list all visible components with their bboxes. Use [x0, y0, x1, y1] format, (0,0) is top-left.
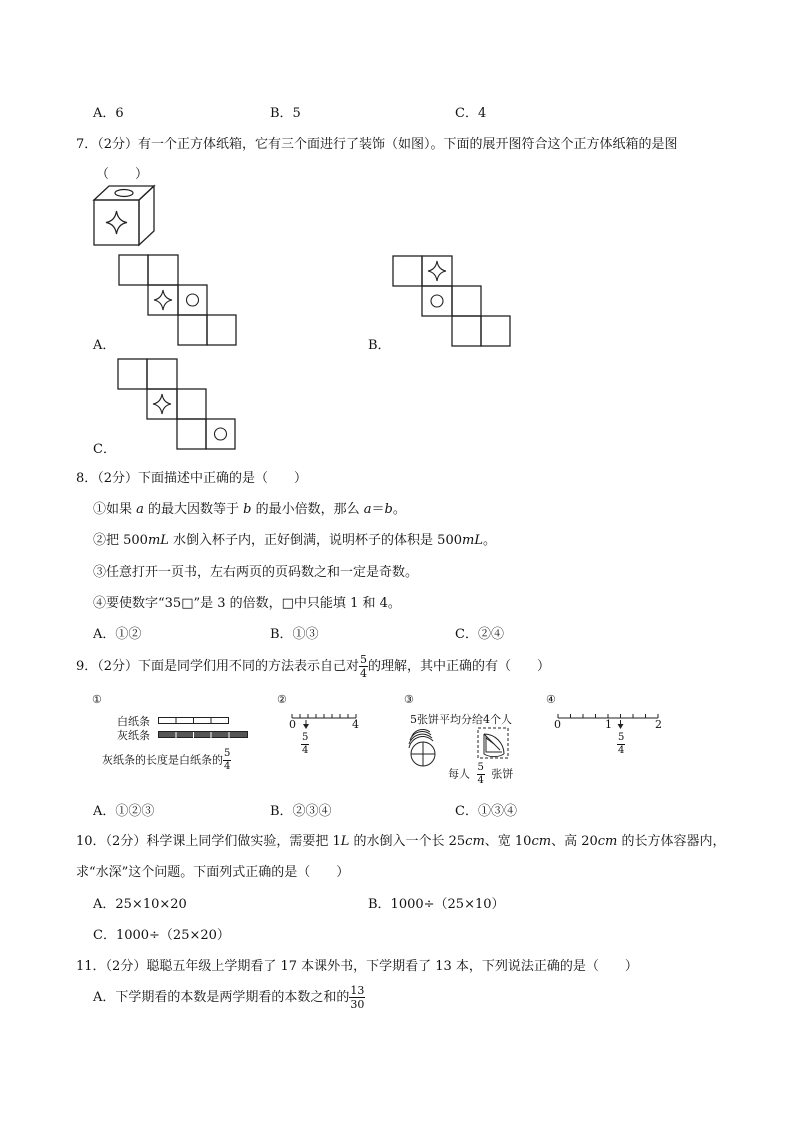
q8-option-b: B．①③ — [270, 627, 319, 642]
q9-stem-fraction: $\frac{5}{4}$ — [360, 653, 368, 680]
q9-fig1-strips — [158, 717, 250, 739]
q9-fig3-label: ③ — [404, 693, 414, 706]
q7-option-c: C． — [93, 442, 116, 457]
q9-fig4-fraction: $\frac{5}{4}$ — [618, 732, 625, 756]
q11-stem: 11．（2分）聪聪五年级上学期看了 17 本课外书，下学期看了 13 本，下列说法正确的是（ ） — [76, 959, 638, 974]
q9-fig4-label: ④ — [546, 693, 556, 706]
q9-option-c: C．①③④ — [455, 804, 517, 819]
q7-net-c — [117, 358, 237, 450]
q9-fig2-tick-4: 4 — [352, 718, 359, 731]
q9-fig2-tick-0: 0 — [289, 718, 296, 731]
q11-option-a: A．下学期看的本数是两学期看的本数之和的 $\frac{13}{30}$ — [93, 984, 365, 1011]
q9-fig4-tick-1: 1 — [605, 718, 612, 731]
q9-option-b: B．②③④ — [270, 804, 332, 819]
q8-stem: 8．（2分）下面描述中正确的是（ ） — [76, 471, 308, 486]
q8-statement-2: ②把 500mL 水倒入杯子内，正好倒满，说明杯子的体积是 500mL。 — [93, 533, 496, 548]
q8-statement-4: ④要使数字“35□”是 3 的倍数，□中只能填 1 和 4。 — [93, 596, 401, 611]
q9-stem: 9．（2分）下面是同学们用不同的方法表示自己对 $\frac{5}{4}$ 的理解，其中正确的有（ ） — [76, 653, 551, 680]
q8-statement-1: ①如果 a 的最大因数等于 b 的最小倍数，那么 a＝b。 — [93, 502, 406, 517]
q7-paren: （ ） — [96, 167, 149, 182]
q8-statement-3: ③任意打开一页书，左右两页的页码数之和一定是奇数。 — [93, 565, 419, 580]
q7-net-a — [118, 254, 238, 346]
q9-fig1-white-label: 白纸条 — [117, 715, 150, 728]
q9-fig2-label: ② — [277, 693, 287, 706]
q9-fig1-label: ① — [92, 693, 102, 706]
q10-option-a: A．25×10×20 — [93, 897, 187, 912]
q7-option-b: B． — [368, 338, 391, 353]
q9-fig3-title: 5张饼平均分给4个人 — [410, 713, 512, 726]
q10-stem-line2: 求“水深”这个问题。下面列式正确的是（ ） — [76, 865, 350, 880]
q9-option-a: A．①②③ — [93, 804, 155, 819]
q10-option-b: B．1000÷（25×10） — [368, 897, 505, 912]
q8-option-a: A．①② — [93, 627, 142, 642]
q10-stem-line1: 10．（2分）科学课上同学们做实验，需要把 1L 的水倒入一个长 25cm、宽 10cm、高 20cm 的长方体容器内， — [76, 834, 726, 849]
q8-option-c: C．②④ — [455, 627, 504, 642]
q6-option-b: B．5 — [270, 106, 301, 121]
q7-stem: 7．（2分）有一个正方体纸箱，它有三个面进行了装饰（如图）。下面的展开图符合这个正方体纸箱的是图 — [76, 137, 678, 152]
q7-option-a: A． — [93, 338, 116, 353]
q9-fig2-fraction: $\frac{5}{4}$ — [302, 732, 309, 756]
q6-option-a: A．6 — [93, 106, 124, 121]
q7-cube-figure — [92, 183, 156, 247]
q10-option-c: C．1000÷（25×20） — [93, 928, 230, 943]
q9-fig4-tick-0: 0 — [554, 718, 561, 731]
q6-option-c: C．4 — [455, 106, 487, 121]
q9-fig4-tick-2: 2 — [655, 718, 662, 731]
q9-fig3-caption: 每人 $\frac{5}{4}$ 张饼 — [448, 762, 514, 786]
q7-net-b — [392, 255, 512, 347]
q9-fig1-caption: 灰纸条的长度是白纸条的 $\frac{5}{4}$ — [102, 748, 231, 772]
q9-fig1-gray-label: 灰纸条 — [117, 729, 150, 742]
